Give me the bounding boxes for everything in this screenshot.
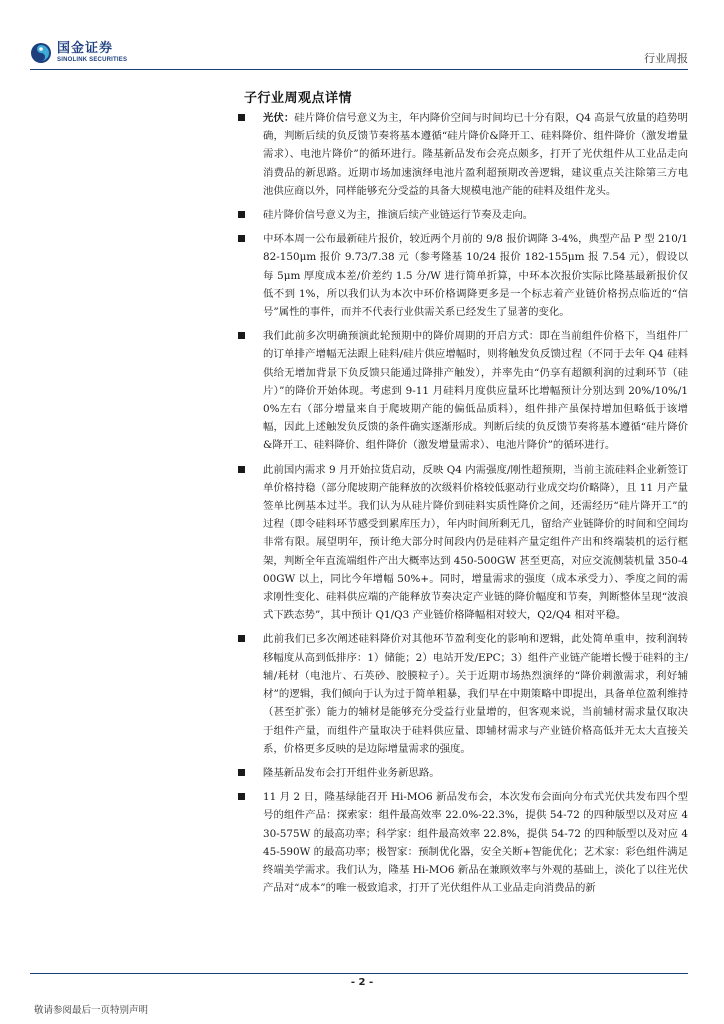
company-logo [30,42,127,64]
main-content [238,109,688,903]
section-title: 子行业周观点详情 [244,91,353,106]
logo-cn-text: 国金证券 [57,41,114,56]
bullet-square-icon [238,466,245,473]
bullet-square-icon [238,793,245,800]
paragraph [263,109,688,200]
page-header [0,0,724,80]
paragraph-text: 隆基新品发布会打开组件业务新思路。 [263,766,440,779]
paragraph-text: 此前国内需求 9 月开始拉货启动，反映 Q4 内需强度/刚性超预期，当前主流硅料企业新签订单价格持稳（部分爬坡期产能释放的次级料价格较低驱动行业成交均价略降），且 11 月产量签单比例基本过半。我们认为从硅片降价到硅料实质性降价之间，还需经历“硅片降开工”的过程（即令硅料环节感受到累库压力），年内时间所剩无几，留给产业链降价的时间和空间均非常有限。展望明年，预计绝大部分时间段内仍是硅料产量定组件产出和终端装机的运行框架，判断全年直流端组件产出大概率达到 450-500GW 甚至更高，对应交流侧装机量 350-400GW 以上，同比今年增幅 50%+。同时，增量需求的强度（成本承受力）、季度之间的需求刚性变化、硅料供应端的产能释放节奏决定产业链的降价幅度和节奏，判断整体呈现“波浪式下跌态势”，其中预计 Q1/Q3 产业链价格降幅相对较大，Q2/Q4 相对平稳。 [263,463,688,622]
bullet-square-icon [238,235,245,242]
bullet-item [238,206,688,224]
paragraph [263,206,688,224]
paragraph-text: 我们此前多次明确预演此轮预期中的降价周期的开启方式：即在当前组件价格下，当组件厂的订单排产增幅无法跟上硅料/硅片供应增幅时，则将触发负反馈过程（不同于去年 Q4 硅料供给无增加背景下负反馈只能通过降排产触发），并率先由“仍享有超额利润的过剩环节（硅片）”的降价开始体现。考虑到 9-11 月硅料月度供应量环比增幅预计分别达到 20%/10%/10%左右（部分增量来自于爬坡期产能的偏低品质料），组件排产虽保持增加但略低于该增幅，因此上述触发负反馈的条件确实逐渐形成。判断后续的负反馈节奏将基本遵循“硅片降价&降开工、硅料降价、组件降价（激发增量需求）、电池片降价”的循环进行。 [263,330,688,452]
paragraph [263,630,688,757]
bullet-item [238,461,688,625]
report-type: 行业周报 [644,52,688,65]
bullet-square-icon [238,769,245,776]
paragraph [263,230,688,321]
paragraph-text: 硅片降价信号意义为主，年内降价空间与时间均已十分有限，Q4 高景气放量的趋势明确，判断后续的负反馈节奏将基本遵循“硅片降价&降开工、硅料降价、组件降价（激发增量需求）、电池片降价”的循环进行。隆基新品发布会亮点颇多，打开了光伏组件从工业品走向消费品的新思路。近期市场加速演绎电池片盈利超预期改善逻辑，建议重点关注除第三方电池供应商以外，同样能够充分受益的具备大规模电池产能的硅料及组件龙头。 [263,112,688,197]
bullet-square-icon [238,211,245,218]
bullet-item [238,788,688,897]
bullet-square-icon [238,114,245,121]
paragraph-text: 硅片降价信号意义为主，推演后续产业链运行节奏及走向。 [263,209,534,222]
page-number: - 2 - [350,977,374,988]
paragraph-text: 此前我们已多次阐述硅料降价对其他环节盈利变化的影响和逻辑，此处简单重申，按利润转移幅度从高到低排序：1）储能；2）电站开发/EPC；3）组件产业链产能增长慢于硅料的主/辅/耗材（电池片、石英砂、胶膜粒子）。关于近期市场热烈演绎的“降价刺激需求，利好辅材”的逻辑，我们倾向于认为过于简单粗暴，我们早在中期策略中即提出，具备单位盈利维持（甚至扩张）能力的辅材是能够充分受益行业量增的，但客观来说，当前辅材需求量仅取决于组件产量，而组件产量取决于硅料供应量、即辅材需求与产业链价格高低并无太大直接关系，价格更多反映的是边际增量需求的强度。 [263,633,688,755]
paragraph [263,788,688,897]
paragraph-text: 中环本周一公布最新硅片报价，较近两个月前的 9/8 报价调降 3-4%，典型产品 P 型 210/182-150μm 报价 9.73/7.38 元（参考隆基 10/24 报价 182-155μm 报 7.54 元），假设以每 5μm 厚度成本差/价差约 1.5 分/W 进行简单折算，中环本次报价实际比隆基最新报价仅低不到 1%，所以我们认为本次中环价格调降更多是一个标志着产业链价格拐点临近的“信号”属性的事件，而并不代表行业供需关系已经发生了显著的变化。 [263,233,688,319]
bullet-item [238,630,688,757]
footer-divider [30,973,688,974]
bullet-item [238,327,688,454]
logo-icon [30,42,52,64]
header-divider [30,69,688,70]
footer-disclaimer: 敬请参阅最后一页特别声明 [34,1005,149,1016]
bullet-square-icon [238,635,245,642]
bullet-item [238,764,688,782]
paragraph [263,327,688,454]
paragraph-lead: 光伏： [263,112,295,124]
paragraph [263,461,688,625]
bullet-item [238,230,688,321]
bullet-item [238,109,688,200]
logo-en-text: SINOLINK SECURITIES [57,57,128,63]
paragraph [263,764,688,782]
bullet-square-icon [238,332,245,339]
paragraph-text: 11 月 2 日，隆基绿能召开 Hi-MO6 新品发布会，本次发布会面向分布式光伏共发布四个型号的组件产品：探索家：组件最高效率 22.0%-22.3%，提供 54-72 的四种版型以及对应 430-575W 的最高功率；科学家：组件最高效率 22.8%，提供 54-72 的四种版型以及对应 445-590W 的最高功率；极智家：预制优化器，安全关断+智能优化；艺术家：彩色组件满足终端美学需求。我们认为，隆基 Hi-MO6 新品在兼顾效率与外观的基础上，淡化了以往光伏产品对“成本”的唯一极致追求，打开了光伏组件从工业品走向消费品的新 [263,791,688,895]
